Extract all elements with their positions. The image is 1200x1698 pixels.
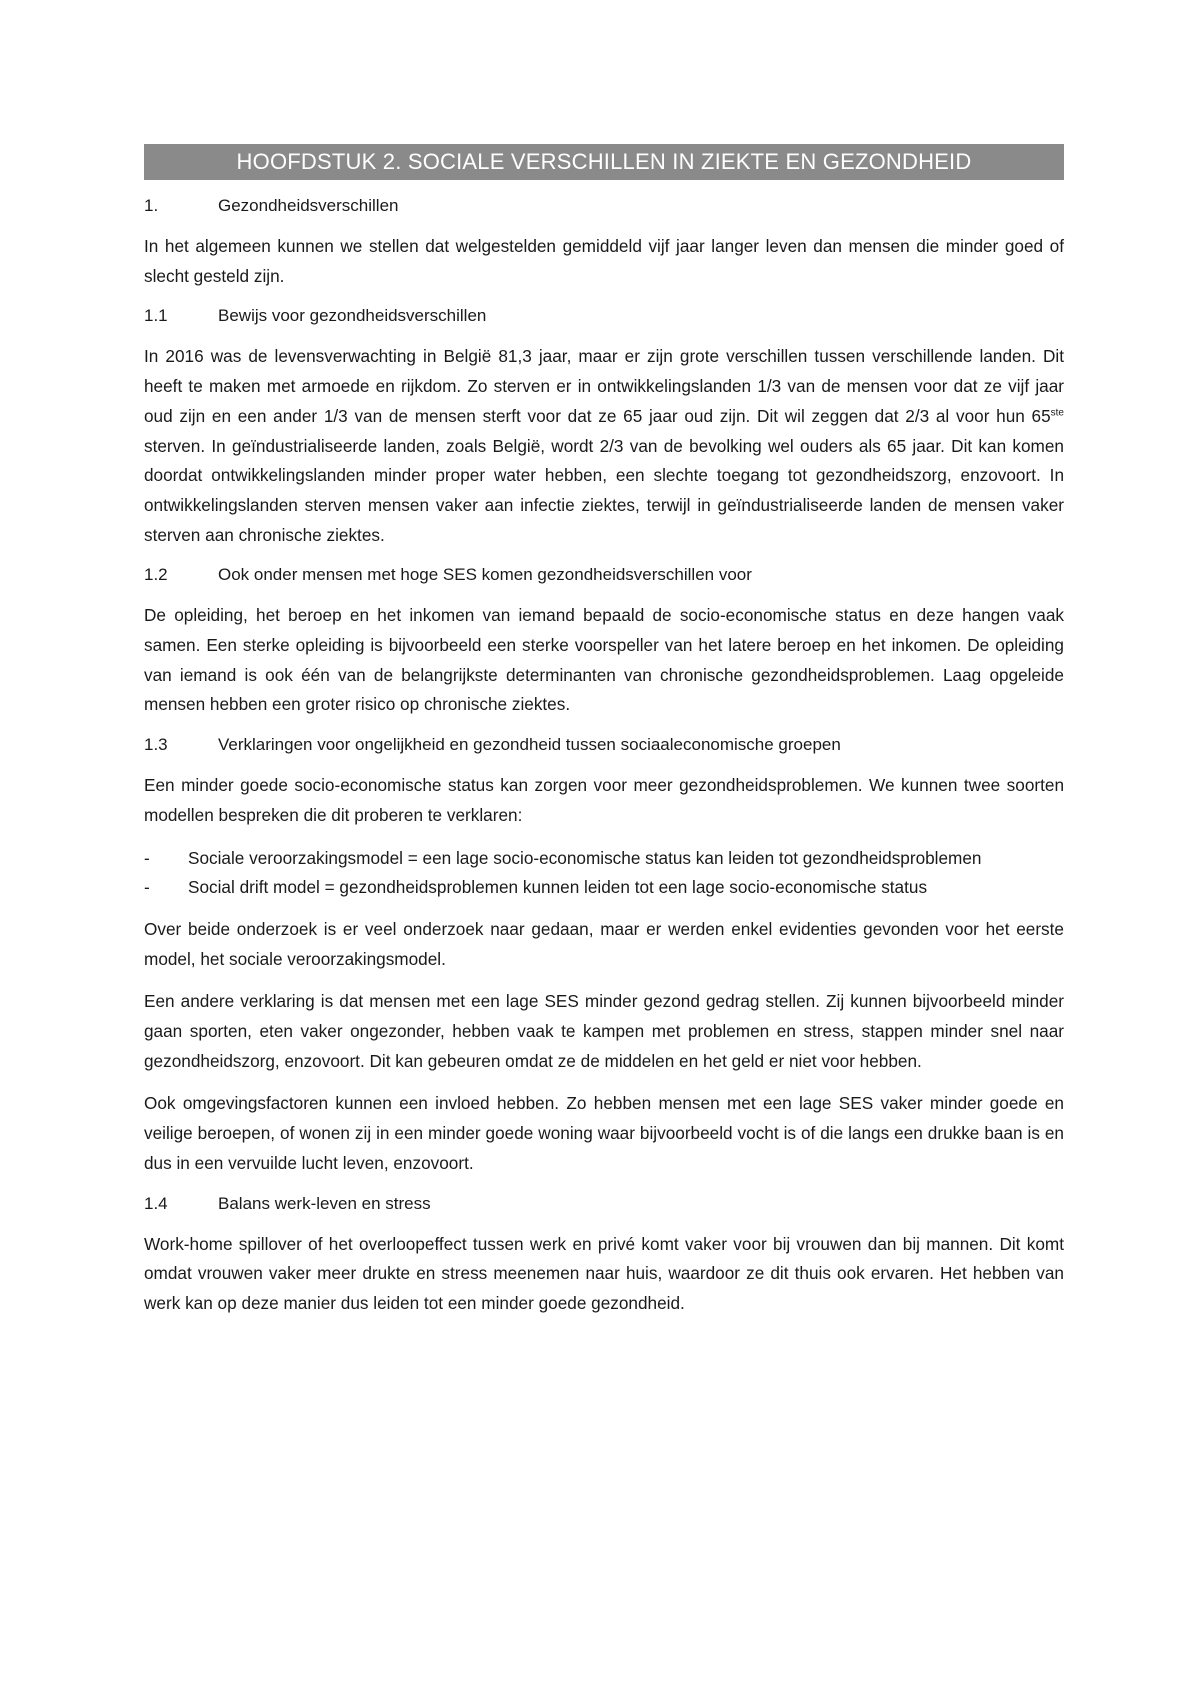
paragraph-text: sterven. In geïndustrialiseerde landen, zoals België, wordt 2/3 van de bevolking wel ouders als 65 jaar. Dit kan komen doordat ontwikkelingslanden minder proper water hebben, een slechte toegang tot gezondheidszorg, enzovoort. In ontwikkelingslanden sterven mensen vaker aan infectie ziektes, terwijl in geïndustrialiseerde landen de mensen vaker sterven aan chronische ziektes. <box>144 435 1064 545</box>
section-heading-1 <box>144 194 1064 218</box>
paragraph: Work-home spillover of het overloopeffect tussen werk en privé komt vaker voor bij vrouwen dan bij mannen. Dit komt omdat vrouwen vaker meer drukte en stress meenemen naar huis, waardoor ze dit thuis ook ervaren. Het hebben van werk kan op deze manier dus leiden tot een minder goede gezondheid. <box>144 1233 1064 1313</box>
bullet-list <box>144 844 1064 903</box>
section-title: Bewijs voor gezondheidsverschillen <box>218 306 487 326</box>
superscript: ste <box>1050 407 1064 419</box>
paragraph: Over beide onderzoek is er veel onderzoek naar gedaan, maar er werden enkel evidenties gevonden voor het eerste model, het sociale veroorzakingsmodel. <box>144 918 1064 969</box>
section-title: Gezondheidsverschillen <box>218 196 399 215</box>
paragraph <box>144 342 1064 550</box>
list-item-text: Sociale veroorzakingsmodel = een lage socio-economische status kan leiden tot gezondheidsproblemen <box>188 847 982 868</box>
list-dash: - <box>144 877 150 898</box>
section-heading-1-4 <box>144 1192 1064 1216</box>
paragraph: De opleiding, het beroep en het inkomen van iemand bepaald de socio-economische status en deze hangen vaak samen. Een sterke opleiding is bijvoorbeeld een sterke voorspeller van het latere beroep en het inkomen. De opleiding van iemand is ook één van de belangrijkste determinanten van chronische gezondheidsproblemen. Laag opgeleide mensen hebben een groter risico op chronische ziektes. <box>144 605 1064 715</box>
paragraph: In het algemeen kunnen we stellen dat welgestelden gemiddeld vijf jaar langer leven dan mensen die minder goed of slecht gesteld zijn. <box>144 236 1064 286</box>
paragraph: Een andere verklaring is dat mensen met een lage SES minder gezond gedrag stellen. Zij kunnen bijvoorbeeld minder gaan sporten, eten vaker ongezonder, hebben vaak te kampen met problemen en stress, stappen minder snel naar gezondheidszorg, enzovoort. Dit kan gebeuren omdat ze de middelen en het geld er niet voor hebben. <box>144 991 1064 1071</box>
section-title: Verklaringen voor ongelijkheid en gezondheid tussen sociaaleconomische groepen <box>218 735 841 755</box>
document-content <box>144 144 1064 1332</box>
section-number: 1.1 <box>144 306 168 326</box>
paragraph: Een minder goede socio-economische status kan zorgen voor meer gezondheidsproblemen. We kunnen twee soorten modellen bespreken die dit proberen te verklaren: <box>144 775 1064 825</box>
paragraph-text: In 2016 was de levensverwachting in België 81,3 jaar, maar er zijn grote verschillen tussen verschillende landen. Dit heeft te maken met armoede en rijkdom. Zo sterven er in ontwikkelingslanden 1/3 van de mensen voor dat ze vijf jaar oud zijn en een ander 1/3 van de mensen sterft voor dat ze 65 jaar oud zijn. Dit wil zeggen dat 2/3 al voor hun 65 <box>144 346 1064 426</box>
section-number: 1.4 <box>144 1193 168 1213</box>
paragraph: Ook omgevingsfactoren kunnen een invloed hebben. Zo hebben mensen met een lage SES vaker minder goede en veilige beroepen, of wonen zij in een minder goede woning waar bijvoorbeeld vocht is of die langs een drukke baan is en dus in een vervuilde lucht leven, enzovoort. <box>144 1093 1064 1173</box>
list-item-text: Social drift model = gezondheidsproblemen kunnen leiden tot een lage socio-economische status <box>188 877 928 898</box>
list-item <box>144 844 1064 874</box>
section-heading-1-2 <box>144 563 1064 587</box>
section-title: Balans werk-leven en stress <box>218 1193 431 1213</box>
chapter-title: HOOFDSTUK 2. SOCIALE VERSCHILLEN IN ZIEKTE EN GEZONDHEID <box>144 144 1064 180</box>
section-number: 1.2 <box>144 565 168 585</box>
section-number: 1. <box>144 196 159 215</box>
list-dash: - <box>144 847 150 868</box>
list-item <box>144 873 1064 903</box>
section-number: 1.3 <box>144 735 168 755</box>
section-heading-1-3 <box>144 733 1064 757</box>
section-title: Ook onder mensen met hoge SES komen gezondheidsverschillen voor <box>218 565 752 585</box>
section-heading-1-1 <box>144 304 1064 328</box>
